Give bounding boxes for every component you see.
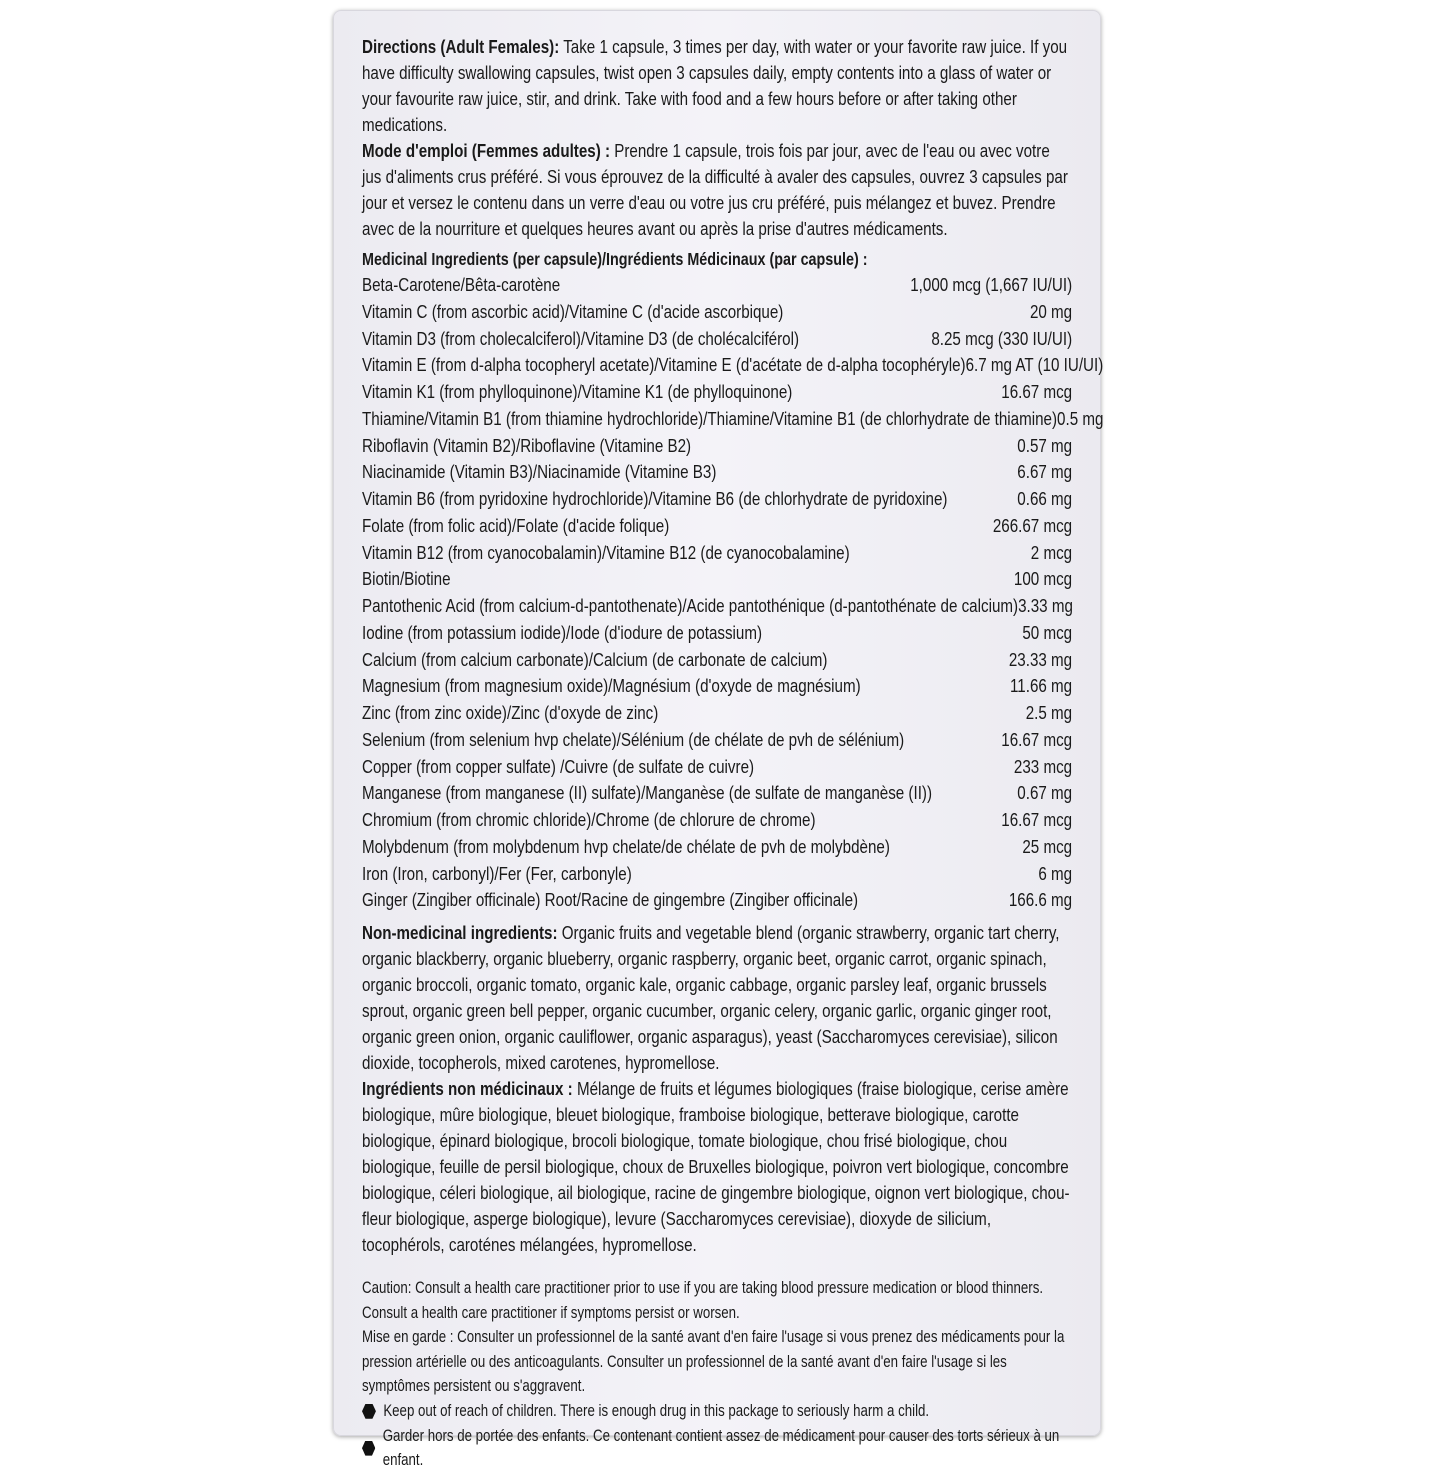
ingredient-name: Iron (Iron, carbonyl)/Fer (Fer, carbonyle) (362, 862, 632, 884)
ingredient-amount: 11.66 mg (1009, 675, 1073, 697)
ingredient-row (362, 459, 1072, 486)
ingredient-row (362, 433, 1072, 460)
ingredient-name: Ginger (Zingiber officinale) Root/Racine de gingembre (Zingiber officinale) (362, 889, 859, 911)
ingredient-amount: 23.33 mg (1008, 648, 1073, 670)
ingredient-row (362, 406, 1104, 433)
ingredient-row (362, 620, 1072, 647)
ingredient-row (362, 727, 1072, 754)
ingredient-amount: 20 mg (1029, 300, 1073, 322)
ingredient-row (362, 807, 1072, 834)
ingredient-row (362, 566, 1072, 593)
ingredient-amount: 16.67 mcg (1001, 809, 1073, 830)
ingredient-row (362, 299, 1072, 326)
ingredient-name: Vitamin B6 (from pyridoxine hydrochloride)/Vitamine B6 (de chlorhydrate de pyridoxine) (362, 488, 948, 509)
ingredient-name: Vitamin B12 (from cyanocobalamin)/Vitamine B12 (de cyanocobalamine) (362, 541, 850, 563)
ingredient-amount: 2 mcg (1030, 541, 1073, 563)
non-medicinal-fr: Ingrédients non médicinaux : Mélange de fruits et légumes biologiques (fraise biologique, cerise amère biologique, mûre biologique, bleuet biologique, framboise biologique, betterave biologique, carotte biologique, épinard biologique, brocoli biologique, tomate biologique, chou frisé biologique, chou biologique, feuille de persil biologique, choux de Bruxelles biologique, poivron vert biologique, concombre biologique, céleri biologique, ail biologique, racine de gingembre biologique, oignon vert biologique, chou-fleur biologique, asperge biologique), levure (Saccharomyces cerevisiae), dioxyde de silicium, tocophérols, caroténes mélangées, hypromellose. (362, 1078, 1070, 1255)
ingredient-amount: 6.67 mg (1017, 461, 1073, 483)
ingredient-name: Thiamine/Vitamin B1 (from thiamine hydrochloride)/Thiamine/Vitamine B1 (de chlorhydrate de thiamine) (362, 407, 1058, 429)
hexagon-bullet-icon (362, 1441, 375, 1456)
ingredient-name: Manganese (from manganese (II) sulfate)/Manganèse (de sulfate de manganèse (II)) (362, 782, 933, 804)
ingredient-amount: 8.25 mcg (330 IU/UI) (931, 327, 1073, 349)
caution-section (362, 1276, 1072, 1473)
warning-en: Keep out of reach of children. There is enough drug in this package to seriously harm a child. (362, 1399, 1072, 1424)
ingredient-name: Riboflavin (Vitamin B2)/Riboflavine (Vitamine B2) (362, 434, 692, 456)
ingredient-name: Copper (from copper sulfate) /Cuivre (de sulfate de cuivre) (362, 755, 755, 777)
caution-fr: Mise en garde : Consulter un professionnel de la santé avant d'en faire l'usage si vous prenez des médicaments pour la pression artérielle ou des anticoagulants. Consulter un professionnel de la santé avant d'en faire l'usage si les symptômes persistent ou s'aggravent. (362, 1328, 1065, 1396)
ingredient-name: Iodine (from potassium iodide)/Iode (d'iodure de potassium) (362, 621, 763, 643)
ingredient-name: Magnesium (from magnesium oxide)/Magnésium (d'oxyde de magnésium) (362, 675, 861, 697)
ingredient-amount: 100 mcg (1013, 568, 1073, 590)
ingredient-amount: 0.66 mg (1017, 488, 1073, 509)
directions-en: Directions (Adult Females): Take 1 capsule, 3 times per day, with water or your favorite raw juice. If you have difficulty swallowing capsules, twist open 3 capsules daily, empty contents into a glass of water or your favourite raw juice, stir, and drink. Take with food and a few hours before or after taking other medications. (362, 36, 1068, 135)
ingredient-amount: 25 mcg (1022, 835, 1073, 857)
ingredient-name: Vitamin E (from d-alpha tocopheryl acetate)/Vitamine E (d'acétate de d-alpha tocophéryle) (362, 354, 966, 376)
ingredient-amount: 266.67 mcg (992, 514, 1073, 536)
ingredient-name: Chromium (from chromic chloride)/Chrome (de chlorure de chrome) (362, 809, 816, 830)
ingredient-row (362, 647, 1072, 674)
warning-fr: Garder hors de portée des enfants. Ce contenant contient assez de médicament pour causer des torts sérieux à un enfant. (362, 1424, 1072, 1473)
ingredient-row (362, 379, 1072, 406)
ingredient-row (362, 326, 1072, 353)
ingredient-row (362, 780, 1072, 807)
medicinal-ingredients-list (362, 272, 1104, 914)
ingredient-amount: 6 mg (1038, 862, 1073, 884)
ingredient-row (362, 540, 1072, 567)
ingredient-amount: 16.67 mcg (1001, 728, 1073, 750)
ingredient-name: Niacinamide (Vitamin B3)/Niacinamide (Vitamine B3) (362, 461, 717, 483)
label-content (362, 34, 1104, 1473)
ingredient-row (362, 861, 1072, 888)
ingredient-amount: 0.57 mg (1017, 434, 1073, 456)
ingredient-amount: 233 mcg (1013, 755, 1073, 777)
ingredient-row (362, 887, 1072, 914)
ingredient-name: Vitamin K1 (from phylloquinone)/Vitamine K1 (de phylloquinone) (362, 381, 793, 402)
ingredient-row (362, 486, 1072, 513)
ingredient-amount: 166.6 mg (1008, 889, 1073, 911)
ingredient-row (362, 754, 1072, 781)
ingredient-row (362, 513, 1072, 540)
caution-en: Caution: Consult a health care practitioner prior to use if you are taking blood pressure medication or blood thinners. (362, 1279, 1044, 1297)
ingredient-name: Beta-Carotene/Bêta-carotène (362, 274, 561, 295)
ingredient-row (362, 834, 1072, 861)
ingredient-amount: 0.67 mg (1017, 782, 1073, 804)
ingredient-amount: 3.33 mg (1018, 595, 1073, 616)
ingredient-row (362, 593, 1072, 620)
ingredient-amount: 6.7 mg AT (10 IU/UI) (965, 354, 1104, 376)
hexagon-bullet-icon (362, 1404, 376, 1419)
directions-fr: Mode d'emploi (Femmes adultes) : Prendre 1 capsule, trois fois par jour, avec de l'eau ou avec votre jus d'aliments crus préféré. Si vous éprouvez de la difficulté à avaler des capsules, ouvrez 3 capsules par jour et versez le contenu dans un verre d'eau ou votre jus cru préféré, puis mélangez et buvez. Prendre avec de la nourriture et quelques heures avant ou après la prise d'autres médicaments. (362, 140, 1068, 239)
medicinal-heading: Medicinal Ingredients (per capsule)/Ingrédients Médicinaux (par capsule) : (362, 249, 868, 269)
ingredient-amount: 2.5 mg (1025, 702, 1073, 723)
ingredient-name: Vitamin C (from ascorbic acid)/Vitamine C (d'acide ascorbique) (362, 300, 784, 322)
ingredient-name: Pantothenic Acid (from calcium-d-pantothenate)/Acide pantothénique (d-pantothénate de calcium) (362, 595, 1019, 616)
ingredient-amount: 0.5 mg (1057, 407, 1104, 429)
ingredient-amount: 50 mcg (1022, 621, 1073, 643)
ingredient-name: Zinc (from zinc oxide)/Zinc (d'oxyde de zinc) (362, 702, 659, 723)
ingredient-name: Selenium (from selenium hvp chelate)/Sélénium (de chélate de pvh de sélénium) (362, 728, 905, 750)
ingredient-name: Calcium (from calcium carbonate)/Calcium (de carbonate de calcium) (362, 648, 828, 670)
ingredient-name: Folate (from folic acid)/Folate (d'acide folique) (362, 514, 670, 536)
caution-en-2: Consult a health care practitioner if symptoms persist or worsen. (362, 1303, 740, 1322)
ingredient-amount: 16.67 mcg (1001, 381, 1073, 402)
ingredient-row (362, 700, 1072, 727)
ingredient-amount: 1,000 mcg (1,667 IU/UI) (910, 274, 1073, 295)
ingredient-row (362, 352, 1104, 379)
ingredient-row (362, 272, 1072, 299)
ingredient-row (362, 673, 1072, 700)
ingredient-name: Molybdenum (from molybdenum hvp chelate/de chélate de pvh de molybdène) (362, 835, 890, 857)
non-medicinal-en: Non-medicinal ingredients: Organic fruits and vegetable blend (organic strawberry, organic tart cherry, organic blackberry, organic blueberry, organic raspberry, organic beet, organic carrot, organic spinach, organic broccoli, organic tomato, organic kale, organic cabbage, organic parsley leaf, organic brussels sprout, organic green bell pepper, organic cucumber, organic celery, organic garlic, organic ginger root, organic green onion, organic cauliflower, organic asparagus), yeast (Saccharomyces cerevisiae), silicon dioxide, tocopherols, mixed carotenes, hypromellose. (362, 922, 1060, 1073)
ingredient-name: Vitamin D3 (from cholecalciferol)/Vitamine D3 (de cholécalciférol) (362, 327, 800, 349)
ingredient-name: Biotin/Biotine (362, 568, 451, 590)
